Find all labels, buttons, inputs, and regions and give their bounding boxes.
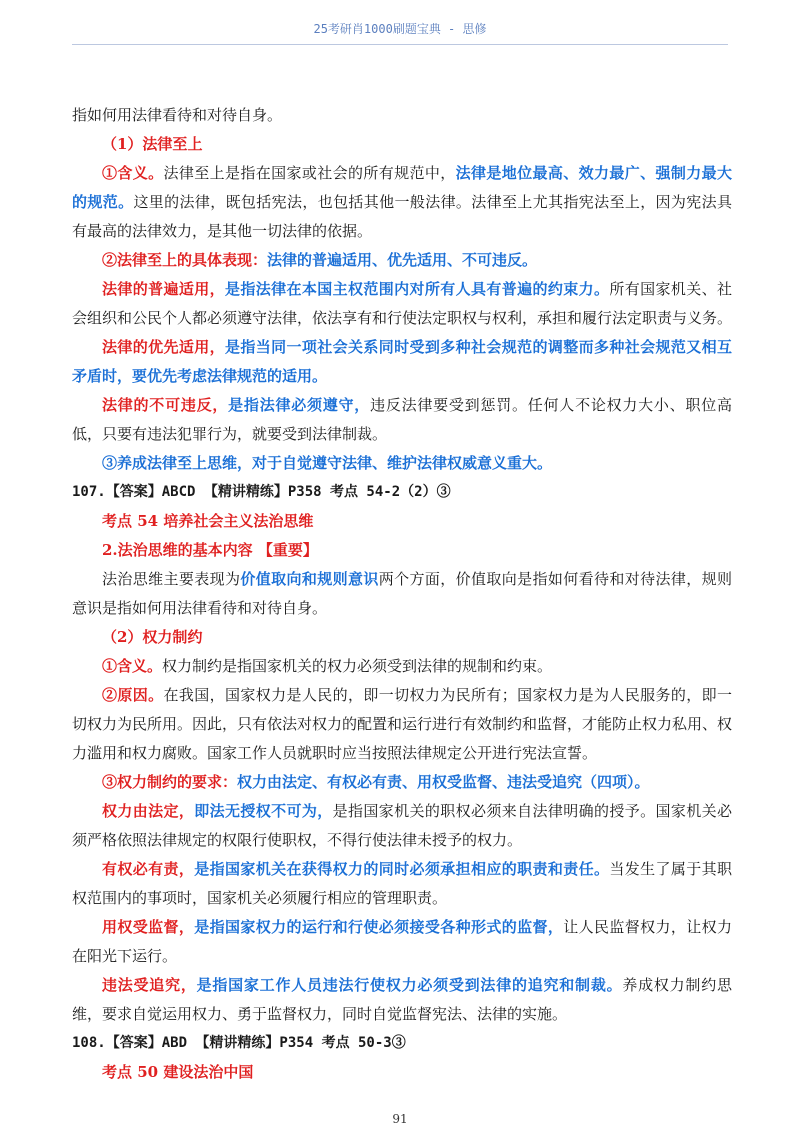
section-heading: （1）法律至上 <box>102 135 203 153</box>
label: 违法受追究， <box>102 976 197 994</box>
text: 法律至上是指在国家或社会的所有规范中， <box>163 164 456 182</box>
label: 用权受监督， <box>102 918 195 936</box>
answer-line: 108.【答案】ABD 【精讲精练】P354 考点 50-3③ <box>72 1035 406 1051</box>
paragraph <box>72 159 732 246</box>
paragraph <box>72 652 732 681</box>
paragraph <box>72 855 732 913</box>
key-point: 法律是地位最高、效力最广、强制力最大的规范。 <box>72 164 732 211</box>
key-point: 是指法律在本国主权范围内对所有人具有普遍的约束力。 <box>225 280 610 298</box>
topic-heading: 考点 50 建设法治中国 <box>102 1063 254 1081</box>
label: ②原因。 <box>102 686 164 704</box>
header-divider <box>72 44 728 45</box>
page-header: 25考研肖1000刷题宝典 - 思修 <box>313 22 487 36</box>
text: 权力制约是指国家机关的权力必须受到法律的规制和约束。 <box>162 657 553 675</box>
paragraph <box>72 768 732 797</box>
text: 指如何用法律看待和对待自身。 <box>72 106 283 124</box>
answer-line: 107.【答案】ABCD 【精讲精练】P358 考点 54-2（2）③ <box>72 484 451 500</box>
topic-heading: 考点 54 培养社会主义法治思维 <box>102 512 314 530</box>
paragraph <box>72 101 732 130</box>
label: 法律的普遍适用， <box>102 280 225 298</box>
label: ①含义。 <box>102 657 163 675</box>
paragraph <box>72 681 732 768</box>
key-point: ③养成法律至上思维，对于自觉遵守法律、维护法律权威意义重大。 <box>102 454 553 472</box>
text: 让人民监督权力，让权力在阳光下运行。 <box>72 918 732 965</box>
paragraph <box>72 275 732 333</box>
text: 两个方面，价值取向是指如何看待和对待法律，规则意识是指如何用法律看待和对待自身。 <box>72 570 732 617</box>
text: 这里的法律，既包括宪法，也包括其他一般法律。法律至上尤其指宪法至上，因为宪法具有最高的法律效力，是其他一切法律的依据。 <box>72 193 732 240</box>
key-point: 是指法律必须遵守， <box>228 396 371 414</box>
key-point: 法律的普遍适用、优先适用、不可违反。 <box>267 251 538 269</box>
key-point: 是指当同一项社会关系同时受到多种社会规范的调整而多种社会规范又相互矛盾时，要优先考虑法律规范的适用。 <box>72 338 732 385</box>
label: 权力由法定， <box>102 802 195 820</box>
key-point: 即法无授权不可为， <box>194 802 333 820</box>
key-point: 权力由法定、有权必有责、用权受监督、违法受追究（四项）。 <box>237 773 650 791</box>
subtopic-heading: 2.法治思维的基本内容 【重要】 <box>102 541 318 559</box>
text: 在我国，国家权力是人民的，即一切权力为民所有；国家权力是为人民服务的，即一切权力为民所用。因此，只有依法对权力的配置和运行进行有效制约和监督，才能防止权力私用、权力滥用和权力腐败。国家工作人员就职时应当按照法律规定公开进行宪法宣誓。 <box>72 686 733 762</box>
page-number: 91 <box>392 1112 408 1126</box>
label: ②法律至上的具体表现： <box>102 251 268 269</box>
key-point: 是指国家机关在获得权力的同时必须承担相应的职责和责任。 <box>194 860 610 878</box>
key-point: 是指国家工作人员违法行使权力必须受到法律的追究和制裁。 <box>196 976 623 994</box>
key-point: 是指国家权力的运行和行使必须接受各种形式的监督， <box>194 918 564 936</box>
page-content <box>72 101 732 1087</box>
paragraph <box>72 913 732 971</box>
paragraph <box>72 333 732 391</box>
paragraph <box>72 971 732 1029</box>
text: 是指国家机关的职权必须来自法律明确的授予。国家机关必须严格依照法律规定的权限行使职权，不得行使法律未授予的权力。 <box>72 802 732 849</box>
label: 法律的优先适用， <box>102 338 225 356</box>
text: 养成权力制约思维，要求自觉运用权力、勇于监督权力，同时自觉监督宪法、法律的实施。 <box>72 976 732 1023</box>
text: 违反法律要受到惩罚。任何人不论权力大小、职位高低，只要有违法犯罪行为，就要受到法律制裁。 <box>72 396 732 443</box>
label: 有权必有责， <box>102 860 195 878</box>
label: 法律的不可违反， <box>102 396 229 414</box>
text: 所有国家机关、社会组织和公民个人都必须遵守法律，依法享有和行使法定职权与权利，承担和履行法定职责与义务。 <box>72 280 733 327</box>
paragraph <box>72 391 732 449</box>
key-point: 价值取向和规则意识 <box>240 570 379 588</box>
paragraph <box>72 565 732 623</box>
text: 法治思维主要表现为 <box>102 570 241 588</box>
label: ③权力制约的要求： <box>102 773 238 791</box>
paragraph <box>72 246 732 275</box>
paragraph <box>72 797 732 855</box>
text: 当发生了属于其职权范围内的事项时，国家机关必须履行相应的管理职责。 <box>72 860 732 907</box>
section-heading: （2）权力制约 <box>102 628 203 646</box>
label: ①含义。 <box>102 164 164 182</box>
